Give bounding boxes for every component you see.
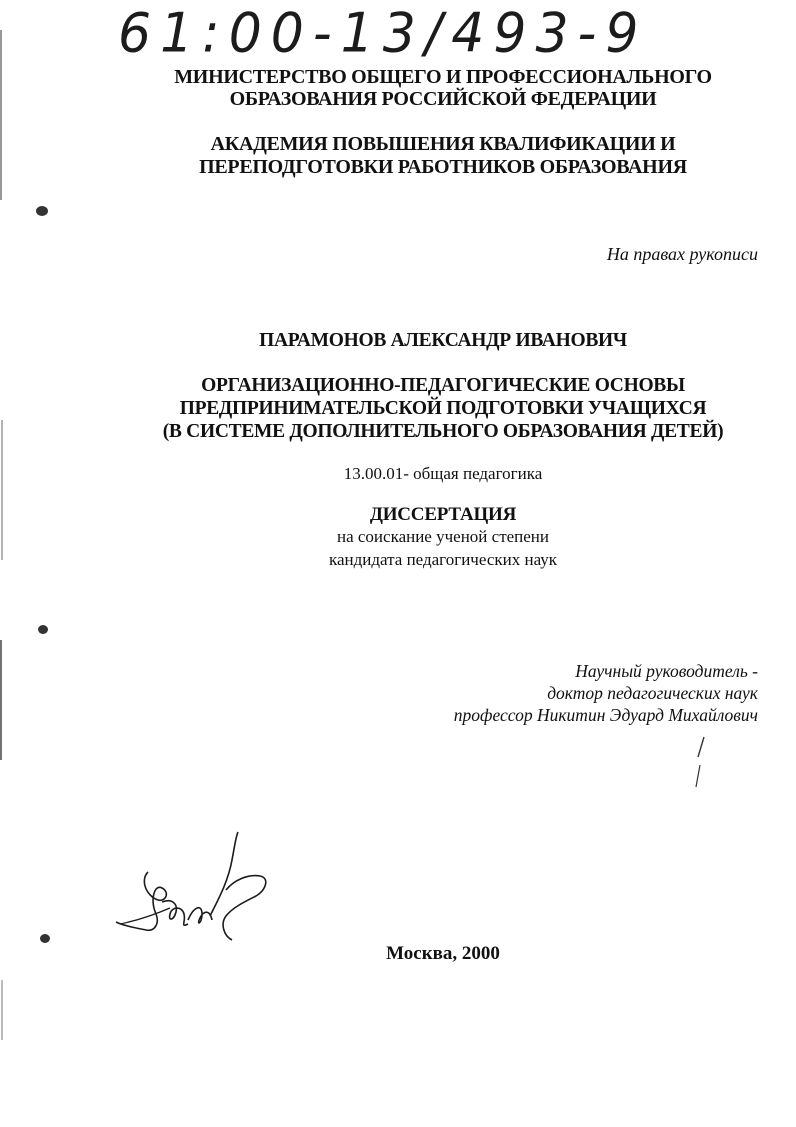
supervisor-line-3: профессор Никитин Эдуард Михайлович <box>453 705 758 725</box>
archive-code-text: 61:00-13/493-9 <box>118 2 648 66</box>
academy-line-2: ПЕРЕПОДГОТОВКИ РАБОТНИКОВ ОБРАЗОВАНИЯ <box>199 156 687 178</box>
binding-mark <box>38 625 48 634</box>
supervisor-line-1: Научный руководитель - <box>575 661 758 681</box>
pen-marks <box>690 735 710 795</box>
title-line-3: (В СИСТЕМЕ ДОПОЛНИТЕЛЬНОГО ОБРАЗОВАНИЯ ДЕТЕЙ) <box>162 421 724 442</box>
title-line-2: ПРЕДПРИНИМАТЕЛЬСКОЙ ПОДГОТОВКИ УЧАЩИХСЯ <box>179 398 707 419</box>
degree-line-2: кандидата педагогических наук <box>328 550 558 569</box>
city-year: Москва, 2000 <box>386 943 500 964</box>
title-line-1: ОРГАНИЗАЦИОННО-ПЕДАГОГИЧЕСКИЕ ОСНОВЫ <box>201 375 685 396</box>
author-name: ПАРАМОНОВ АЛЕКСАНДР ИВАНОВИЧ <box>259 330 627 351</box>
dissertation-label: ДИССЕРТАЦИЯ <box>369 504 517 525</box>
academy-line-1: АКАДЕМИЯ ПОВЫШЕНИЯ КВАЛИФИКАЦИИ И <box>210 133 676 155</box>
binding-mark <box>40 934 50 943</box>
supervisor-line-2: доктор педагогических наук <box>547 683 758 703</box>
author-signature <box>110 830 280 950</box>
ministry-line-1: МИНИСТЕРСТВО ОБЩЕГО И ПРОФЕССИОНАЛЬНОГО <box>174 66 712 88</box>
archive-code <box>118 0 648 72</box>
scan-edge-noise <box>0 0 4 1127</box>
degree-line-1: на соискание ученой степени <box>336 527 550 546</box>
binding-mark <box>36 206 48 216</box>
manuscript-rights: На правах рукописи <box>606 244 758 264</box>
ministry-line-2: ОБРАЗОВАНИЯ РОССИЙСКОЙ ФЕДЕРАЦИИ <box>229 88 657 110</box>
specialty-code: 13.00.01- общая педагогика <box>343 464 543 483</box>
